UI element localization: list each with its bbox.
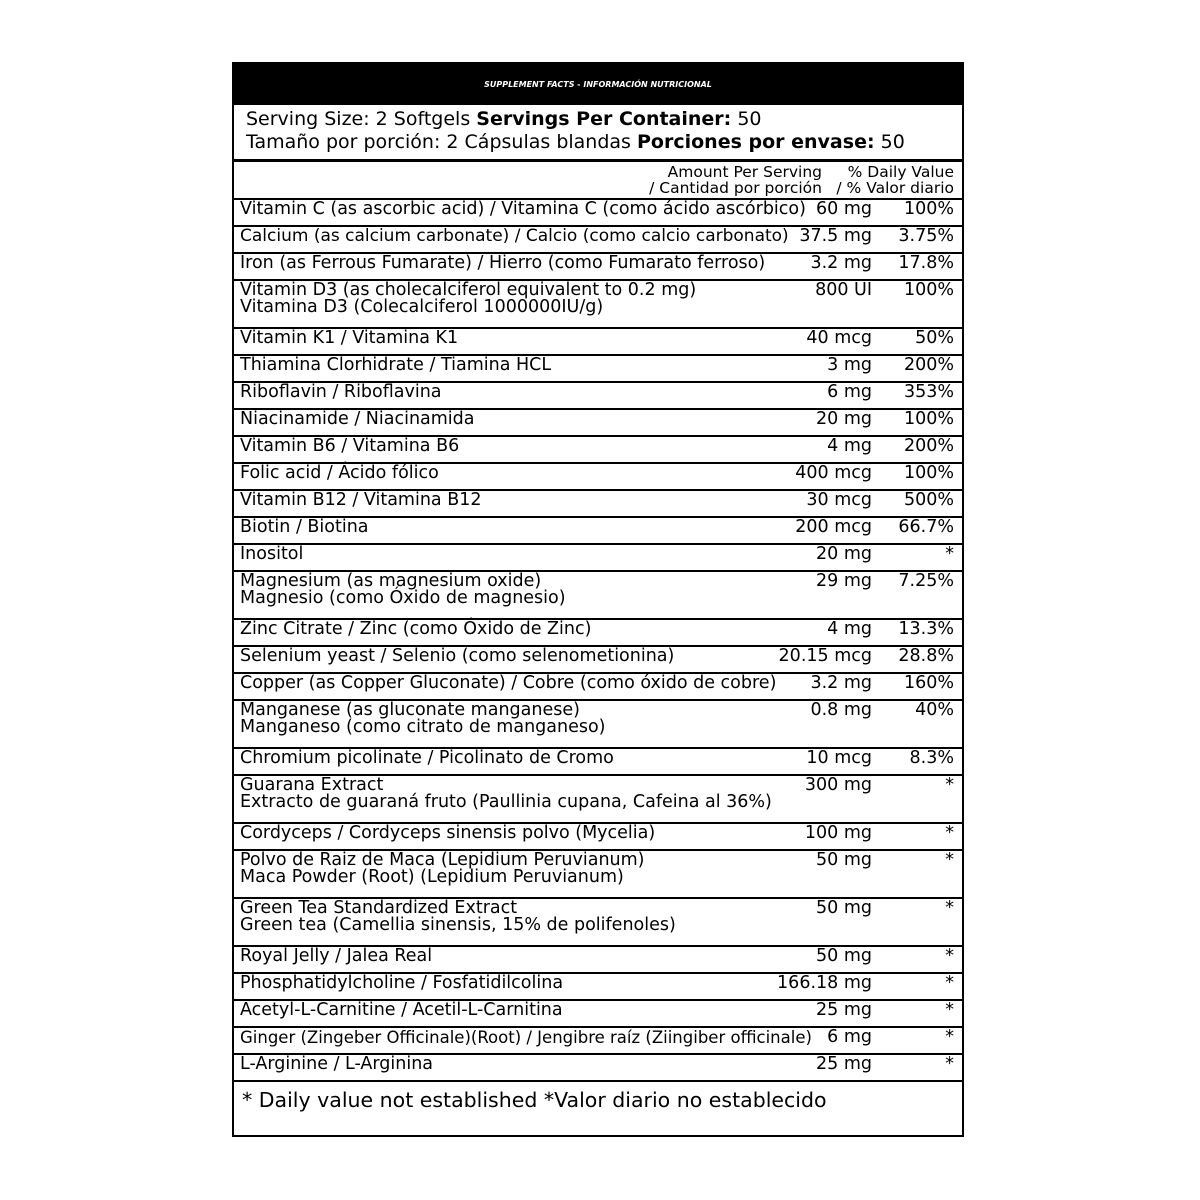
nutrient-daily-value: 100% xyxy=(903,463,954,483)
serving-size-value: 2 Softgels xyxy=(369,108,477,130)
nutrient-name-line1: Thiamina Clorhidrate / Tiamina HCL xyxy=(240,355,552,375)
nutrient-daily-value: 353% xyxy=(903,382,954,402)
nutrient-amount: 25 mg xyxy=(816,1054,872,1074)
amount-header-line1: Amount Per Serving xyxy=(667,163,822,181)
nutrient-daily-value: * xyxy=(945,544,954,564)
nutrient-amount: 100 mg xyxy=(804,823,872,843)
nutrient-daily-value: 40% xyxy=(915,700,954,720)
servings-per-container-label: Servings Per Container: xyxy=(476,108,732,130)
table-row xyxy=(234,647,962,674)
nutrient-amount: 10 mcg xyxy=(806,748,872,768)
nutrient-name-line2: Magnesio (como Óxido de magnesio) xyxy=(240,588,566,608)
nutrient-name-line1: Royal Jelly / Jalea Real xyxy=(240,946,433,966)
nutrient-name xyxy=(240,750,614,767)
porciones-envase-value: 50 xyxy=(874,131,905,153)
nutrient-name-line1: Vitamin K1 / Vitamina K1 xyxy=(240,328,459,348)
nutrient-amount: 400 mcg xyxy=(795,463,872,483)
table-row xyxy=(234,947,962,974)
nutrient-amount: 37.5 mg xyxy=(799,226,872,246)
table-row xyxy=(234,749,962,776)
nutrient-name xyxy=(240,777,772,811)
nutrient-name-line1: Guarana Extract xyxy=(240,775,384,795)
table-row xyxy=(234,899,962,947)
table-row xyxy=(234,701,962,749)
nutrient-name xyxy=(240,546,303,563)
nutrient-daily-value: 500% xyxy=(903,490,954,510)
nutrient-daily-value: 200% xyxy=(903,355,954,375)
table-row xyxy=(234,383,962,410)
nutrient-name-line1: Cordyceps / Cordyceps sinensis polvo (Mycelia) xyxy=(240,823,656,843)
nutrient-daily-value: * xyxy=(945,973,954,993)
table-row xyxy=(234,464,962,491)
nutrient-name-line1: Zinc Citrate / Zinc (como Óxido de Zinc) xyxy=(240,619,592,639)
nutrient-daily-value: 100% xyxy=(903,280,954,300)
nutrient-name xyxy=(240,357,551,374)
panel-title: SUPPLEMENT FACTS - INFORMACIÓN NUTRICIONAL xyxy=(234,64,962,105)
nutrient-name xyxy=(240,852,645,886)
nutrient-name-line1: Inositol xyxy=(240,544,304,564)
nutrient-name-line1: Niacinamide / Niacinamida xyxy=(240,409,475,429)
nutrient-daily-value: 100% xyxy=(903,199,954,219)
nutrient-amount: 0.8 mg xyxy=(810,700,872,720)
nutrient-daily-value: * xyxy=(945,1054,954,1074)
nutrient-name xyxy=(240,282,696,316)
nutrient-amount: 3.2 mg xyxy=(810,253,872,273)
table-row xyxy=(234,1028,962,1055)
nutrient-amount: 60 mg xyxy=(816,199,872,219)
nutrient-name xyxy=(240,825,655,842)
amount-per-serving-header xyxy=(649,164,822,196)
table-row xyxy=(234,674,962,701)
nutrient-amount: 29 mg xyxy=(816,571,872,591)
nutrient-daily-value: * xyxy=(945,1000,954,1020)
nutrient-name-line1: Ginger (Zingeber Officinale)(Root) / Jengibre raíz (Ziingiber officinale) xyxy=(240,1028,812,1047)
nutrient-daily-value: * xyxy=(945,775,954,795)
table-row xyxy=(234,410,962,437)
nutrient-name xyxy=(240,675,776,692)
nutrient-name xyxy=(240,1029,812,1046)
nutrient-name xyxy=(240,1056,433,1073)
nutrient-daily-value: 200% xyxy=(903,436,954,456)
nutrient-amount: 6 mg xyxy=(827,1027,872,1047)
nutrient-amount: 25 mg xyxy=(816,1000,872,1020)
nutrient-amount: 50 mg xyxy=(816,850,872,870)
daily-value-header xyxy=(836,164,954,196)
nutrient-name-line2: Extracto de guaraná fruto (Paullinia cupana, Cafeina al 36%) xyxy=(240,792,772,812)
nutrient-amount: 50 mg xyxy=(816,946,872,966)
nutrient-daily-value: * xyxy=(945,898,954,918)
table-row xyxy=(234,227,962,254)
servings-per-container-value: 50 xyxy=(731,108,762,130)
nutrient-daily-value: 17.8% xyxy=(898,253,954,273)
nutrient-name-line1: Calcium (as calcium carbonate) / Calcio (como calcio carbonato) xyxy=(240,226,789,246)
nutrient-name xyxy=(240,201,806,218)
amount-header-line2: / Cantidad por porción xyxy=(649,179,822,197)
serving-line-english xyxy=(246,108,762,130)
table-row xyxy=(234,1055,962,1082)
nutrient-name xyxy=(240,975,563,992)
nutrient-amount: 6 mg xyxy=(827,382,872,402)
nutrient-amount: 20 mg xyxy=(816,409,872,429)
nutrient-amount: 166.18 mg xyxy=(777,973,872,993)
nutrient-name-line1: L-Arginine / L-Arginina xyxy=(240,1054,434,1074)
nutrient-amount: 20 mg xyxy=(816,544,872,564)
nutrient-name-line2: Manganeso (como citrato de manganeso) xyxy=(240,717,606,737)
nutrient-daily-value: 7.25% xyxy=(898,571,954,591)
tamano-porcion-label: Tamaño por porción: xyxy=(246,131,441,153)
table-row xyxy=(234,776,962,824)
column-header xyxy=(234,162,962,200)
nutrient-name-line1: Copper (as Copper Gluconate) / Cobre (como óxido de cobre) xyxy=(240,673,777,693)
nutrient-name xyxy=(240,621,591,638)
nutrient-amount: 300 mg xyxy=(804,775,872,795)
nutrient-name xyxy=(240,465,439,482)
nutrient-amount: 4 mg xyxy=(827,619,872,639)
table-row xyxy=(234,620,962,647)
nutrient-daily-value: 13.3% xyxy=(898,619,954,639)
serving-info xyxy=(234,105,962,162)
table-row xyxy=(234,1001,962,1028)
nutrient-name-line1: Vitamin D3 (as cholecalciferol equivalent to 0.2 mg) xyxy=(240,280,697,300)
nutrient-name xyxy=(240,948,432,965)
nutrient-name xyxy=(240,702,606,736)
nutrient-amount: 4 mg xyxy=(827,436,872,456)
serving-line-spanish xyxy=(246,131,905,153)
nutrient-daily-value: 66.7% xyxy=(898,517,954,537)
nutrient-name-line1: Green Tea Standardized Extract xyxy=(240,898,518,918)
nutrient-name xyxy=(240,648,674,665)
table-row xyxy=(234,545,962,572)
nutrient-name-line2: Green tea (Camellia sinensis, 15% de polifenoles) xyxy=(240,915,676,935)
nutrient-name xyxy=(240,384,442,401)
nutrient-name xyxy=(240,411,475,428)
nutrient-daily-value: * xyxy=(945,1027,954,1047)
nutrient-daily-value: * xyxy=(945,850,954,870)
nutrient-name-line1: Iron (as Ferrous Fumarate) / Hierro (como Fumarato ferroso) xyxy=(240,253,766,273)
nutrient-name-line2: Maca Powder (Root) (Lepidium Peruvianum) xyxy=(240,867,624,887)
nutrient-name-line1: Biotin / Biotina xyxy=(240,517,369,537)
table-row xyxy=(234,491,962,518)
table-row xyxy=(234,254,962,281)
nutrient-name-line1: Folic acid / Ácido fólico xyxy=(240,463,439,483)
nutrient-name-line2: Vitamina D3 (Colecalciferol 1000000IU/g) xyxy=(240,297,604,317)
nutrient-name xyxy=(240,228,789,245)
nutrient-name xyxy=(240,330,458,347)
table-row xyxy=(234,824,962,851)
nutrient-name-line1: Phosphatidylcholine / Fosfatidilcolina xyxy=(240,973,564,993)
table-row xyxy=(234,356,962,383)
table-row xyxy=(234,974,962,1001)
nutrient-daily-value: * xyxy=(945,946,954,966)
nutrient-daily-value: 160% xyxy=(903,673,954,693)
nutrient-name xyxy=(240,438,459,455)
dv-header-line1: % Daily Value xyxy=(847,163,954,181)
nutrient-amount: 20.15 mcg xyxy=(778,646,872,666)
table-row xyxy=(234,518,962,545)
nutrient-daily-value: 3.75% xyxy=(898,226,954,246)
nutrient-daily-value: 28.8% xyxy=(898,646,954,666)
table-row xyxy=(234,281,962,329)
nutrient-name-line1: Chromium picolinate / Picolinato de Cromo xyxy=(240,748,614,768)
footnote: * Daily value not established *Valor diario no establecido xyxy=(242,1088,827,1112)
nutrient-name xyxy=(240,255,765,272)
nutrient-amount: 40 mcg xyxy=(806,328,872,348)
nutrient-amount: 50 mg xyxy=(816,898,872,918)
nutrient-daily-value: 50% xyxy=(915,328,954,348)
dv-header-line2: / % Valor diario xyxy=(836,179,954,197)
nutrient-name-line1: Vitamin B12 / Vitamina B12 xyxy=(240,490,482,510)
nutrient-name-line1: Riboflavin / Riboflavina xyxy=(240,382,442,402)
nutrient-name xyxy=(240,1002,563,1019)
table-row xyxy=(234,200,962,227)
nutrient-name-line1: Vitamin B6 / Vitamina B6 xyxy=(240,436,460,456)
nutrient-daily-value: * xyxy=(945,823,954,843)
table-row xyxy=(234,329,962,356)
nutrient-name xyxy=(240,900,676,934)
nutrient-amount: 3.2 mg xyxy=(810,673,872,693)
nutrient-name-line1: Acetyl-L-Carnitine / Acetil-L-Carnitina xyxy=(240,1000,563,1020)
nutrient-daily-value: 8.3% xyxy=(909,748,954,768)
nutrient-name-line1: Magnesium (as magnesium oxide) xyxy=(240,571,542,591)
nutrient-name xyxy=(240,519,369,536)
nutrient-name-line1: Selenium yeast / Selenio (como selenometionina) xyxy=(240,646,675,666)
table-row xyxy=(234,572,962,620)
nutrient-name-line1: Manganese (as gluconate manganese) xyxy=(240,700,580,720)
nutrient-name xyxy=(240,573,566,607)
supplement-facts-panel xyxy=(232,62,964,1137)
nutrient-name-line1: Polvo de Raiz de Maca (Lepidium Peruvianum) xyxy=(240,850,645,870)
nutrient-amount: 800 UI xyxy=(815,280,872,300)
nutrient-name-line1: Vitamin C (as ascorbic acid) / Vitamina C (como ácido ascórbico) xyxy=(240,199,806,219)
table-row xyxy=(234,437,962,464)
porciones-envase-label: Porciones por envase: xyxy=(636,131,875,153)
serving-size-label: Serving Size: xyxy=(246,108,370,130)
nutrient-amount: 3 mg xyxy=(827,355,872,375)
nutrient-amount: 30 mcg xyxy=(806,490,872,510)
table-row xyxy=(234,851,962,899)
nutrient-daily-value: 100% xyxy=(903,409,954,429)
nutrient-amount: 200 mcg xyxy=(795,517,872,537)
tamano-porcion-value: 2 Cápsulas blandas xyxy=(440,131,637,153)
nutrient-name xyxy=(240,492,482,509)
